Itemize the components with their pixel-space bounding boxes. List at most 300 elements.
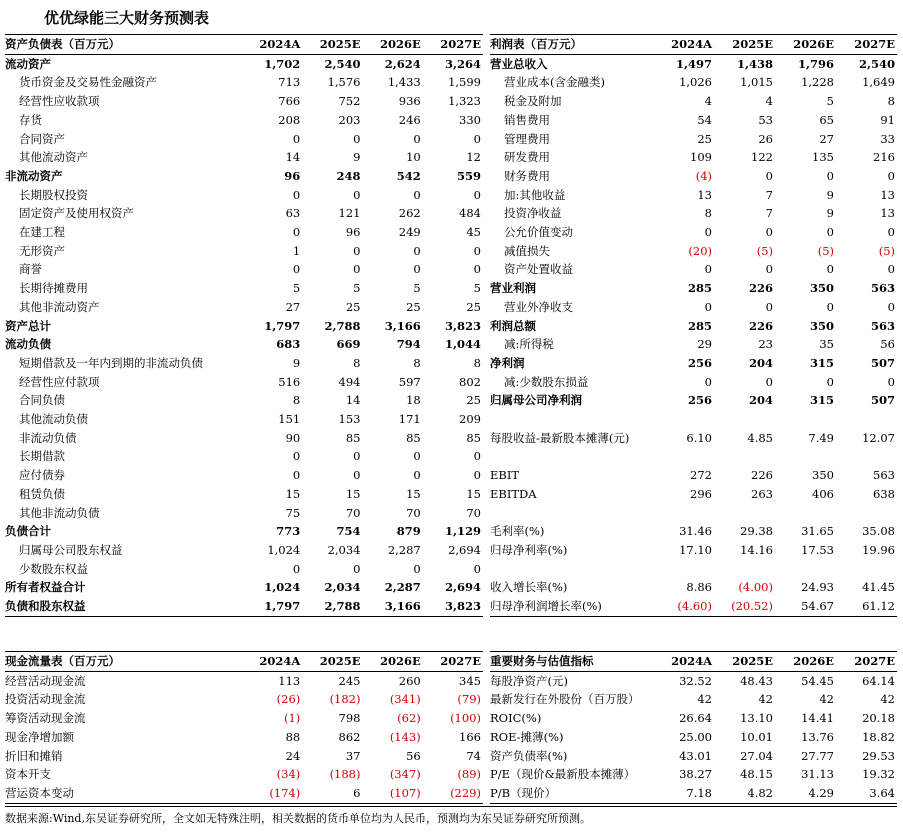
value-cell: 38.27 [679, 767, 712, 782]
table-row [490, 242, 897, 261]
year-header: 2025E [302, 35, 362, 54]
value-cell: (4.60) [653, 597, 714, 616]
value-cell: 0 [473, 243, 481, 258]
value-cell: 2,540 [324, 56, 361, 71]
value-cell: 13.76 [801, 729, 834, 744]
value-cell: 29.53 [862, 748, 895, 763]
value-cell: 9 [292, 355, 301, 370]
value-cell: 15 [285, 486, 301, 501]
year-header: 2025E [714, 652, 775, 671]
value-cell: 4 [704, 94, 712, 109]
value-cell: 256 [687, 355, 712, 370]
value-cell: 0 [353, 243, 361, 258]
value-cell: 1,599 [448, 75, 481, 90]
value-cell: 263 [751, 486, 773, 501]
value-cell: 27.77 [801, 748, 834, 763]
table-row [490, 597, 897, 616]
row-label: 经营性应付款项 [19, 374, 100, 389]
table-row [5, 709, 483, 728]
row-label: 销售费用 [504, 112, 550, 127]
value-cell: 0 [473, 131, 481, 146]
value-cell: 96 [345, 225, 361, 240]
value-cell: 85 [345, 430, 361, 445]
year-header: 2027E [423, 652, 483, 671]
value-cell: 29 [697, 337, 712, 352]
row-label: 收入增长率(%) [490, 580, 568, 595]
table-row [5, 73, 483, 92]
value-cell: 5 [826, 94, 834, 109]
row-label: 经营性应收款项 [19, 94, 100, 109]
value-cell: 1,797 [264, 318, 301, 333]
value-cell: 1,796 [797, 56, 834, 71]
value-cell: 2,694 [448, 542, 481, 557]
table-row [5, 671, 483, 690]
table-row [490, 522, 897, 541]
value-cell: (5) [878, 243, 895, 258]
value-cell: 0 [887, 168, 895, 183]
value-cell: 597 [398, 374, 421, 389]
table-row [5, 765, 483, 784]
value-cell: 245 [338, 673, 361, 688]
value-cell [836, 560, 897, 579]
value-cell: 0 [413, 468, 421, 483]
table-row [490, 447, 897, 466]
value-cell: 56 [406, 748, 421, 763]
value-cell: 63 [285, 206, 301, 221]
value-cell: 27 [285, 299, 301, 314]
value-cell: 4.85 [747, 430, 773, 445]
table-row [5, 111, 483, 130]
value-cell: 0 [473, 262, 481, 277]
row-label: 每股收益-最新股本摊薄(元) [490, 430, 630, 445]
value-cell: 113 [278, 673, 301, 688]
value-cell: 151 [278, 412, 301, 427]
value-cell: (34) [276, 767, 301, 782]
value-cell: 0 [292, 449, 301, 464]
row-label: 营业总收入 [490, 56, 548, 71]
row-label: 减:少数股东损益 [504, 374, 589, 389]
value-cell: 563 [870, 318, 895, 333]
row-label: 少数股东权益 [19, 561, 88, 576]
table-row [5, 728, 483, 747]
value-cell: 23 [758, 337, 773, 352]
value-cell: 0 [292, 468, 301, 483]
year-header: 2024A [242, 35, 302, 54]
value-cell: 90 [285, 430, 301, 445]
table-title: 利润表（百万元） [490, 35, 653, 54]
value-cell: 85 [466, 430, 481, 445]
value-cell [653, 560, 714, 579]
value-cell: 406 [812, 486, 834, 501]
value-cell: 8 [292, 393, 301, 408]
value-cell: 70 [406, 505, 421, 520]
row-label: 其他流动资产 [19, 150, 88, 165]
value-cell: 7.18 [653, 784, 714, 803]
row-label: 营业外净收支 [504, 299, 573, 314]
value-cell: 204 [748, 393, 773, 408]
table-row [490, 728, 897, 747]
value-cell [836, 410, 897, 429]
table-row [5, 541, 483, 560]
value-cell: (4.00) [738, 580, 773, 595]
value-cell: 208 [278, 112, 301, 127]
table-row [5, 186, 483, 205]
value-cell: 17.10 [679, 542, 712, 557]
table-row [5, 560, 483, 579]
value-cell: 350 [812, 468, 834, 483]
value-cell: 0 [353, 449, 361, 464]
value-cell: 25 [466, 299, 481, 314]
row-label: 合同资产 [19, 131, 65, 146]
value-cell: 0 [704, 374, 712, 389]
value-cell: (174) [242, 784, 302, 803]
row-label: 加:其他收益 [504, 187, 566, 202]
value-cell: 3,264 [444, 56, 481, 71]
value-cell: (5) [756, 243, 773, 258]
value-cell: 936 [398, 94, 421, 109]
value-cell: 638 [873, 486, 895, 501]
value-cell: 85 [406, 430, 421, 445]
value-cell: 204 [748, 355, 773, 370]
value-cell: 7.49 [808, 430, 834, 445]
value-cell: 41.45 [862, 580, 895, 595]
row-label: 归属母公司股东权益 [19, 542, 123, 557]
table-row [490, 167, 897, 186]
value-cell [714, 504, 775, 523]
table-row [490, 578, 897, 597]
table-row [5, 204, 483, 223]
row-label: 营业利润 [490, 281, 536, 296]
balance-sheet-table [5, 35, 483, 617]
value-cell: 42 [819, 692, 834, 707]
value-cell: 1,497 [675, 56, 712, 71]
value-cell: 0 [826, 299, 834, 314]
cash-flow-table [5, 652, 483, 804]
value-cell: 27.04 [740, 748, 773, 763]
table-row [5, 522, 483, 541]
row-label: EBIT [490, 468, 520, 483]
value-cell: 542 [396, 168, 421, 183]
value-cell: 315 [809, 355, 834, 370]
table-row [490, 560, 897, 579]
value-cell: 26 [758, 131, 773, 146]
value-cell: 25.00 [679, 729, 712, 744]
value-cell: 25 [697, 131, 712, 146]
value-cell: 27 [819, 131, 834, 146]
value-cell: 713 [278, 75, 301, 90]
value-cell: 1,797 [242, 597, 302, 616]
value-cell: 48.15 [740, 767, 773, 782]
value-cell: 0 [887, 299, 895, 314]
row-label [490, 560, 653, 579]
value-cell: 12 [466, 150, 481, 165]
value-cell: 350 [809, 281, 834, 296]
value-cell: 226 [748, 281, 773, 296]
value-cell: 0 [353, 262, 361, 277]
table-row [5, 242, 483, 261]
value-cell: 20.18 [862, 711, 895, 726]
value-cell: 64.14 [862, 673, 895, 688]
value-cell [775, 410, 836, 429]
row-label: 应付债券 [19, 468, 65, 483]
value-cell: 13 [697, 187, 712, 202]
row-label: 其他流动负债 [19, 412, 88, 427]
table-row [5, 391, 483, 410]
value-cell: 516 [278, 374, 301, 389]
value-cell: 4.29 [775, 784, 836, 803]
value-cell: 42 [880, 692, 895, 707]
value-cell: 1,228 [801, 75, 834, 90]
value-cell: 0 [292, 561, 301, 576]
row-label: 资产总计 [5, 318, 51, 333]
row-label [490, 504, 653, 523]
value-cell: 18.82 [862, 729, 895, 744]
table-header-row [5, 652, 483, 671]
row-label: 流动资产 [5, 56, 51, 71]
value-cell: 18 [406, 393, 421, 408]
value-cell: 54.67 [775, 597, 836, 616]
value-cell: 5 [292, 281, 301, 296]
table-row [5, 54, 483, 73]
value-cell: 0 [765, 168, 773, 183]
value-cell: 42 [758, 692, 773, 707]
value-cell: 35.08 [862, 524, 895, 539]
value-cell: 0 [292, 187, 301, 202]
value-cell: 350 [809, 318, 834, 333]
row-label [490, 410, 653, 429]
year-header: 2026E [363, 652, 423, 671]
value-cell: 9 [826, 187, 834, 202]
value-cell: 19.32 [862, 767, 895, 782]
value-cell: 0 [353, 468, 361, 483]
row-label: 非流动资产 [5, 168, 63, 183]
value-cell: 7 [765, 187, 773, 202]
value-cell: 248 [336, 168, 361, 183]
value-cell: 0 [292, 131, 301, 146]
value-cell: 14.16 [740, 542, 773, 557]
row-label: 负债合计 [5, 524, 51, 539]
table-row [490, 130, 897, 149]
value-cell: 10 [406, 150, 421, 165]
year-header: 2024A [653, 652, 714, 671]
row-label: 固定资产及使用权资产 [19, 206, 134, 221]
value-cell: 203 [338, 112, 361, 127]
value-cell: 25 [466, 393, 481, 408]
value-cell: 216 [873, 150, 895, 165]
value-cell: (229) [423, 784, 483, 803]
value-cell: 683 [276, 337, 301, 352]
value-cell: 296 [690, 486, 712, 501]
row-label: 税金及附加 [504, 94, 562, 109]
value-cell: 773 [276, 524, 301, 539]
year-header: 2027E [836, 652, 897, 671]
value-cell: 5 [353, 281, 361, 296]
value-cell: 65 [819, 112, 834, 127]
value-cell: 484 [459, 206, 481, 221]
table-header-row [490, 35, 897, 54]
table-row [5, 466, 483, 485]
value-cell: 135 [812, 150, 834, 165]
value-cell: 53 [758, 112, 773, 127]
value-cell: 0 [826, 168, 834, 183]
value-cell: 74 [466, 748, 481, 763]
table-row [5, 279, 483, 298]
value-cell: 31.46 [679, 524, 712, 539]
value-cell: 153 [338, 412, 361, 427]
value-cell: 2,788 [302, 597, 362, 616]
value-cell: 0 [765, 225, 773, 240]
value-cell: 285 [687, 318, 712, 333]
value-cell: 0 [353, 131, 361, 146]
table-row [490, 504, 897, 523]
value-cell: 226 [748, 318, 773, 333]
value-cell: 5 [413, 281, 421, 296]
value-cell: 12.07 [862, 430, 895, 445]
table-title: 资产负债表（百万元） [5, 35, 242, 54]
value-cell: 260 [398, 673, 421, 688]
value-cell: 345 [459, 673, 481, 688]
value-cell: 8 [473, 355, 481, 370]
table-row [490, 335, 897, 354]
value-cell: 15 [406, 486, 421, 501]
row-label: 长期股权投资 [19, 187, 88, 202]
value-cell: 13 [880, 206, 895, 221]
row-label: 资产处置收益 [504, 262, 573, 277]
value-cell [836, 447, 897, 466]
table-row [490, 111, 897, 130]
value-cell: 25 [406, 299, 421, 314]
table-row [490, 317, 897, 336]
value-cell: 4.82 [714, 784, 775, 803]
value-cell: 1,026 [679, 75, 712, 90]
value-cell: (20.52) [714, 597, 775, 616]
value-cell: 2,287 [387, 542, 421, 557]
value-cell: 563 [873, 468, 895, 483]
table-row [490, 690, 897, 709]
table-row [490, 410, 897, 429]
value-cell: 563 [870, 281, 895, 296]
value-cell: 13.10 [740, 711, 773, 726]
row-label: 毛利率(%) [490, 524, 545, 539]
value-cell: 75 [285, 505, 301, 520]
value-cell: 330 [459, 112, 481, 127]
value-cell [775, 447, 836, 466]
value-cell: 0 [826, 262, 834, 277]
table-row [5, 298, 483, 317]
report-title: 优优绿能三大财务预测表 [44, 9, 210, 27]
value-cell: 48.43 [740, 673, 773, 688]
table-row [5, 373, 483, 392]
value-cell: 25 [345, 299, 361, 314]
table-row [490, 279, 897, 298]
row-label: ROE-摊薄(%) [490, 729, 564, 744]
value-cell [653, 504, 714, 523]
value-cell: 8 [887, 94, 895, 109]
value-cell: 6.10 [686, 430, 712, 445]
value-cell: 1,044 [444, 337, 481, 352]
value-cell: 32.52 [679, 673, 712, 688]
value-cell: 166 [459, 729, 481, 744]
table-row [5, 260, 483, 279]
value-cell: 766 [278, 94, 301, 109]
value-cell: 42 [697, 692, 712, 707]
row-label: 商誉 [19, 262, 42, 277]
value-cell: 2,287 [384, 580, 421, 595]
table-row [5, 485, 483, 504]
value-cell: 1,024 [267, 542, 301, 557]
value-cell: 256 [687, 393, 712, 408]
table-row [490, 671, 897, 690]
value-cell: 14 [345, 393, 361, 408]
row-label: P/B（现价） [490, 784, 653, 803]
value-cell: 31.13 [801, 767, 834, 782]
table-row [490, 541, 897, 560]
value-cell: 2,788 [324, 318, 361, 333]
row-label: 其他非流动负债 [19, 505, 100, 520]
value-cell: 122 [751, 150, 773, 165]
value-cell [775, 560, 836, 579]
value-cell [836, 504, 897, 523]
value-cell: 8 [413, 355, 421, 370]
value-cell: 0 [413, 243, 421, 258]
row-label: 减:所得税 [504, 337, 554, 352]
value-cell: 1,015 [740, 75, 773, 90]
value-cell [653, 447, 714, 466]
value-cell: 0 [353, 561, 361, 576]
table-row [5, 130, 483, 149]
value-cell: 802 [459, 374, 481, 389]
value-cell: 5 [473, 281, 481, 296]
row-label: 非流动负债 [19, 430, 77, 445]
value-cell [714, 560, 775, 579]
row-label: 净利润 [490, 355, 525, 370]
value-cell: (79) [457, 692, 481, 707]
table-row [490, 73, 897, 92]
row-label: 归母净利润增长率(%) [490, 597, 653, 616]
table-row [5, 410, 483, 429]
value-cell [775, 504, 836, 523]
value-cell: 24.93 [801, 580, 834, 595]
value-cell: 0 [765, 374, 773, 389]
value-cell: 0 [292, 225, 301, 240]
value-cell: 226 [751, 468, 773, 483]
value-cell: (1) [283, 711, 301, 726]
value-cell: 14 [285, 150, 301, 165]
footnote: 数据来源:Wind,东吴证券研究所，全文如无特殊注明，相关数据的货币单位均为人民币，预测均为东吴证券研究所预测。 [5, 806, 897, 826]
year-header: 2025E [302, 652, 362, 671]
value-cell: 0 [887, 225, 895, 240]
row-label: 短期借款及一年内到期的非流动负债 [19, 355, 203, 370]
value-cell: 171 [398, 412, 421, 427]
value-cell: 0 [292, 262, 301, 277]
row-label: 合同负债 [19, 393, 65, 408]
value-cell: 45 [466, 225, 481, 240]
value-cell: 37 [345, 748, 361, 763]
row-label: 减值损失 [504, 243, 550, 258]
row-label: 公允价值变动 [504, 225, 573, 240]
row-label: 所有者权益合计 [5, 580, 86, 595]
value-cell: 54.45 [801, 673, 834, 688]
value-cell: 494 [338, 374, 361, 389]
value-cell: 33 [880, 131, 895, 146]
value-cell: 8 [704, 206, 712, 221]
value-cell: 1,576 [327, 75, 361, 90]
row-label: 管理费用 [504, 131, 550, 146]
value-cell: 1,433 [387, 75, 421, 90]
row-label: 租赁负债 [19, 486, 65, 501]
value-cell: 2,034 [324, 580, 361, 595]
row-label: 投资净收益 [504, 206, 562, 221]
